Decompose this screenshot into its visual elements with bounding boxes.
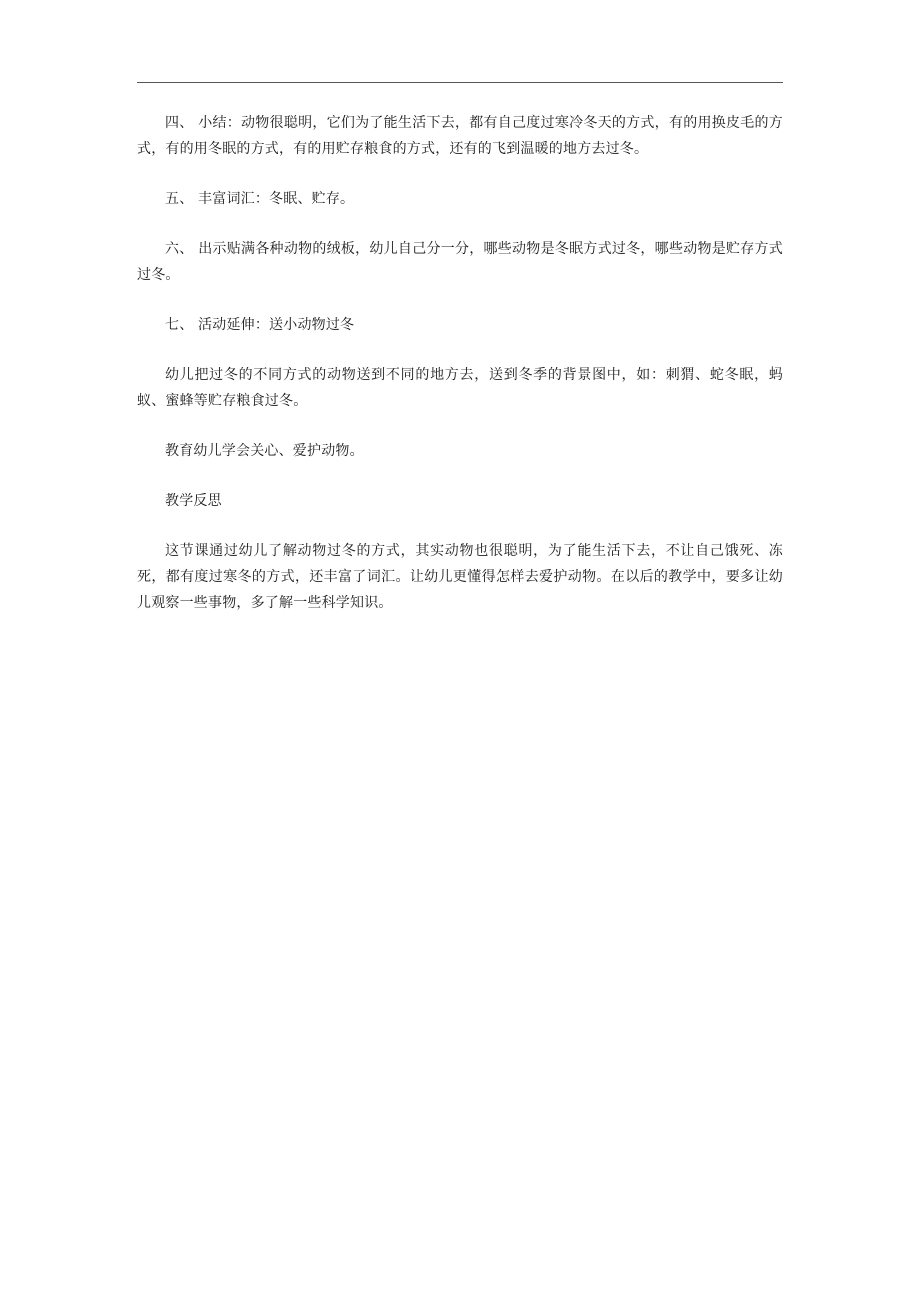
header-rule — [137, 82, 783, 83]
document-body — [137, 110, 783, 640]
section-heading-reflection: 教学反思 — [165, 493, 222, 509]
paragraph-extension-detail: 幼儿把过冬的不同方式的动物送到不同的地方去，送到冬季的背景图中，如：刺猬、蛇冬眠，蚂蚁、蜜蜂等贮存粮食过冬。 — [137, 367, 783, 409]
paragraph-felt-board: 六、 出示贴满各种动物的绒板，幼儿自己分一分，哪些动物是冬眠方式过冬，哪些动物是贮存方式过冬。 — [137, 241, 783, 283]
paragraph-vocabulary: 五、 丰富词汇：冬眠、贮存。 — [165, 191, 355, 207]
paragraph-reflection: 这节课通过幼儿了解动物过冬的方式，其实动物也很聪明，为了能生活下去，不让自己饿死、冻死，都有度过寒冬的方式，还丰富了词汇。让幼儿更懂得怎样去爱护动物。在以后的教学中，要多让幼儿观察一些事物，多了解一些科学知识。 — [137, 543, 783, 611]
paragraph-summary: 四、 小结：动物很聪明，它们为了能生活下去，都有自己度过寒冷冬天的方式，有的用换皮毛的方式，有的用冬眠的方式，有的用贮存粮食的方式，还有的飞到温暖的地方去过冬。 — [137, 115, 783, 157]
paragraph-education: 教育幼儿学会关心、爱护动物。 — [165, 443, 364, 459]
paragraph-extension: 七、 活动延伸：送小动物过冬 — [165, 317, 355, 333]
